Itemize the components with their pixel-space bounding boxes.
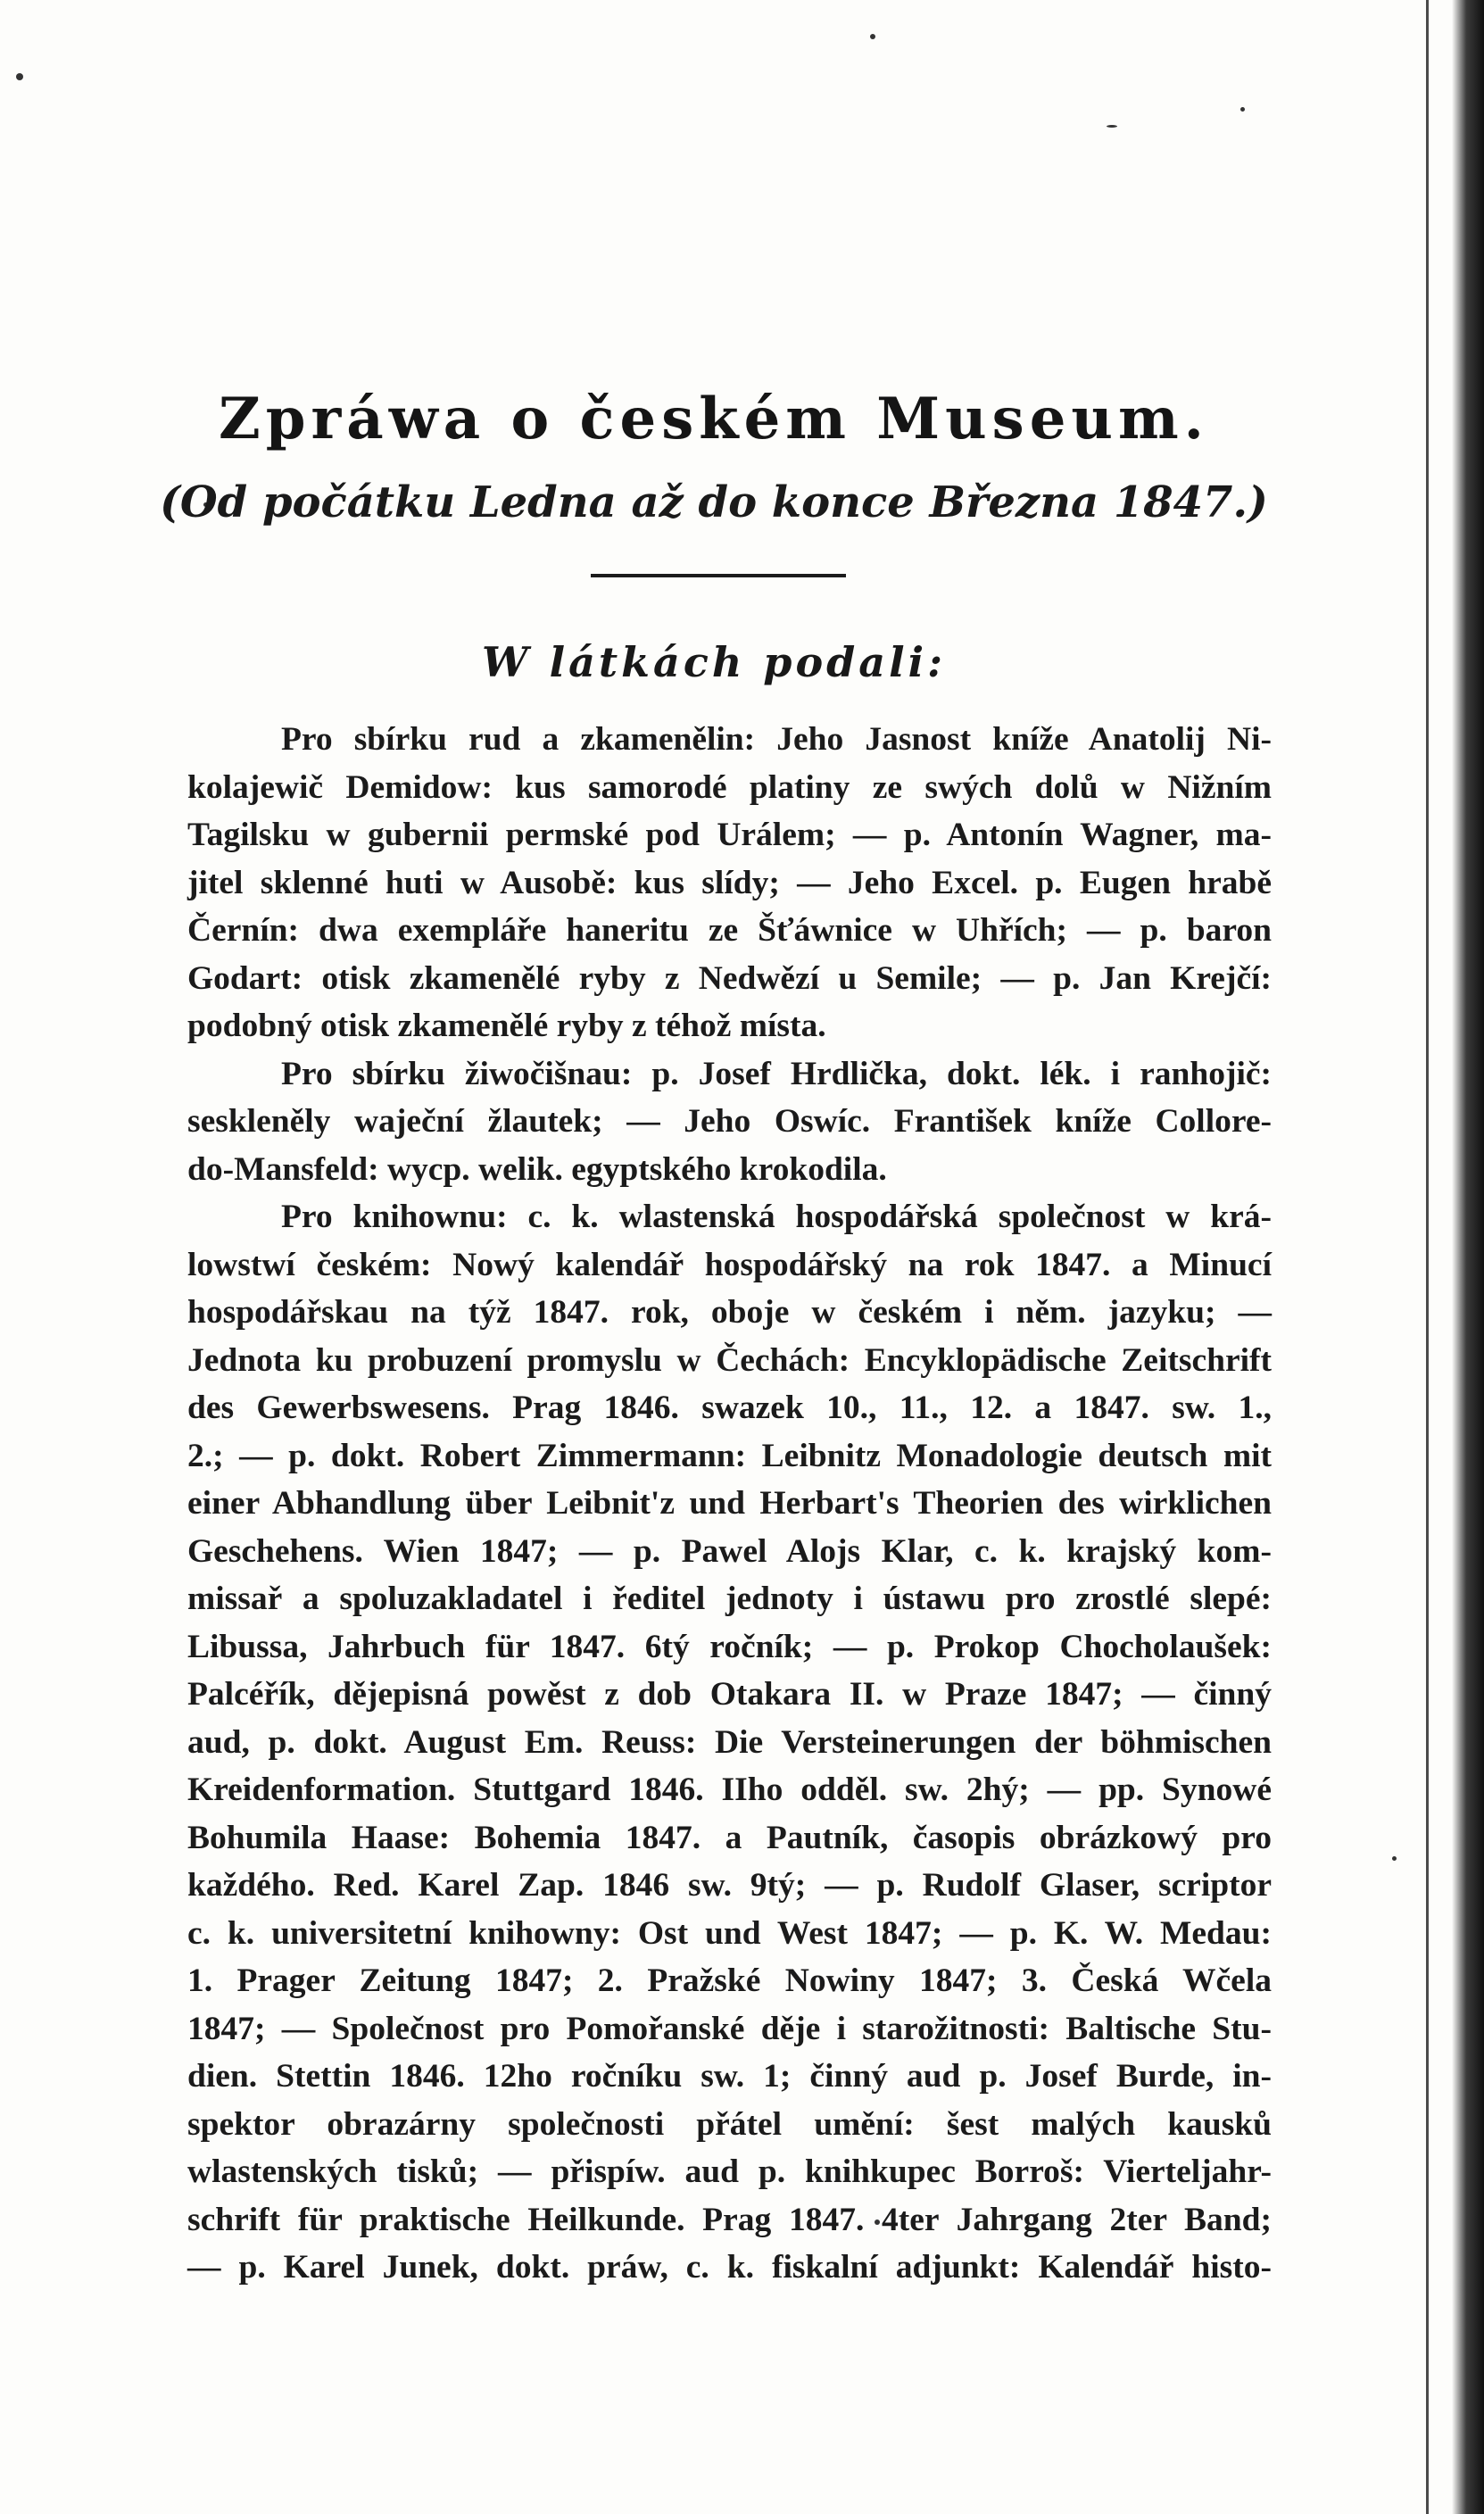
page-subtitle: (Od počátku Ledna až do konce Března 1847.) xyxy=(160,477,1268,527)
page-edge-shadow xyxy=(1452,0,1484,2514)
text-line: aud, p. dokt. August Em. Reuss: Die Versteinerungen der böhmischen xyxy=(187,1723,1272,1761)
scan-speck xyxy=(16,73,23,80)
text-line: missař a spoluzakladatel i ředitel jednoty i ústawu pro zrostlé slepé: xyxy=(187,1581,1272,1617)
text-line: Geschehens. Wien 1847; — p. Pawel Alojs Klar, c. k. krajský kom- xyxy=(187,1532,1272,1570)
text-line: Palcéřík, dějepisná powěst z dob Otakara II. w Praze 1847; — činný xyxy=(187,1676,1272,1713)
body-text xyxy=(187,716,1272,2292)
text-line: podobný otisk zkamenělé ryby z téhož místa. xyxy=(187,1008,826,1044)
text-line: hospodářskau na týž 1847. rok, oboje w českém i něm. jazyku; — xyxy=(187,1294,1272,1331)
text-line: do-Mansfeld: wycp. welik. egyptského krokodila. xyxy=(187,1150,887,1188)
title-rule xyxy=(591,574,846,577)
page-title: Zpráwa o českém Museum. xyxy=(219,386,1209,452)
text-line: seskleněly waječní žlautek; — Jeho Oswíc. František kníže Collore- xyxy=(187,1103,1272,1140)
scan-speck xyxy=(1392,1856,1397,1861)
text-line: Kreidenformation. Stuttgard 1846. IIho odděl. sw. 2hý; — pp. Synowé xyxy=(187,1771,1272,1808)
text-line: wlastenských tisků; — přispíw. aud p. knihkupec Borroš: Vierteljahr- xyxy=(187,2153,1272,2190)
text-line: Pro knihownu: c. k. wlastenská hospodářská společnost w krá- xyxy=(281,1199,1272,1235)
text-line: 1847; — Společnost pro Pomořanské děje i starožitnosti: Baltische Stu- xyxy=(187,2010,1272,2047)
text-line: kolajewič Demidow: kus samorodé platiny ze swých dolů w Nižním xyxy=(187,768,1272,806)
text-line: einer Abhandlung über Leibnit'z und Herbart's Theorien des wirklichen xyxy=(187,1485,1272,1522)
text-line: Bohumila Haase: Bohemia 1847. a Pautník, časopis obrázkowý pro xyxy=(187,1819,1272,1856)
text-line: 2.; — p. dokt. Robert Zimmermann: Leibnitz Monadologie deutsch mit xyxy=(187,1437,1272,1474)
text-line: Pro sbírku žiwočišnau: p. Josef Hrdlička, dokt. lék. i ranhojič: xyxy=(281,1055,1272,1092)
page-edge-line xyxy=(1426,0,1429,2514)
text-line: lowstwí českém: Nowý kalendář hospodářský na rok 1847. a Minucí xyxy=(187,1246,1272,1283)
text-line: Godart: otisk zkamenělé ryby z Nedwězí u Semile; — p. Jan Krejčí: xyxy=(187,959,1272,997)
text-line: Pro sbírku rud a zkamenělin: Jeho Jasnost kníže Anatolij Ni- xyxy=(281,721,1272,758)
text-line: Libussa, Jahrbuch für 1847. 6tý ročník; — p. Prokop Chocholaušek: xyxy=(187,1628,1272,1665)
scan-speck xyxy=(1240,107,1245,112)
text-line: každého. Red. Karel Zap. 1846 sw. 9tý; — p. Rudolf Glaser, scriptor xyxy=(187,1867,1272,1904)
scan-speck xyxy=(870,34,875,39)
text-line: schrift für praktische Heilkunde. Prag 1847. 4ter Jahrgang 2ter Band; xyxy=(187,2201,1272,2238)
text-line: c. k. universitetní knihowny: Ost und West 1847; — p. K. W. Medau: xyxy=(187,1914,1272,1952)
text-line: spektor obrazárny společnosti přátel umění: šest malých kausků xyxy=(187,2105,1272,2143)
text-line: jitel sklenné huti w Ausobě: kus slídy; — Jeho Excel. p. Eugen hrabě xyxy=(187,864,1272,901)
text-line: Tagilsku w gubernii permské pod Urálem; — p. Antonín Wagner, ma- xyxy=(187,817,1272,853)
text-line: des Gewerbswesens. Prag 1846. swazek 10., 11., 12. a 1847. sw. 1., xyxy=(187,1390,1272,1426)
section-heading: W látkách podali: xyxy=(481,638,947,686)
text-line: Černín: dwa exempláře haneritu ze Šťáwnice w Uhřích; — p. baron xyxy=(187,912,1272,949)
scan-speck xyxy=(1107,125,1117,128)
text-line: dien. Stettin 1846. 12ho ročníku sw. 1; činný aud p. Josef Burde, in- xyxy=(187,2058,1272,2095)
text-line: 1. Prager Zeitung 1847; 2. Pražské Nowiny 1847; 3. Česká Wčela xyxy=(187,1962,1272,1999)
text-line: — p. Karel Junek, dokt. práw, c. k. fiskalní adjunkt: Kalendář histo- xyxy=(187,2249,1272,2286)
text-line: Jednota ku probuzení promyslu w Čechách: Encyklopädische Zeitschrift xyxy=(187,1341,1272,1379)
